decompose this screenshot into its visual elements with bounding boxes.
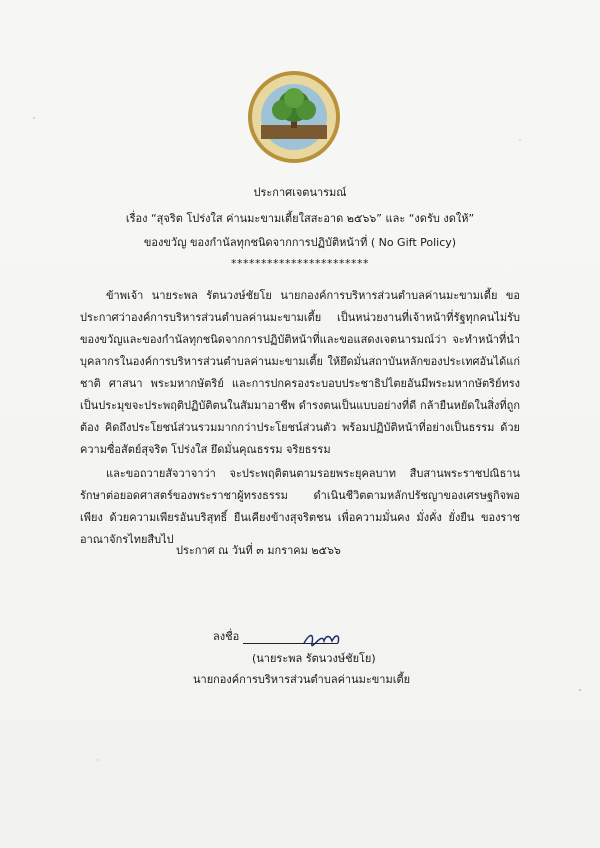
signatory-name: (นายระพล รัตนวงษ์ชัยโย): [252, 652, 376, 665]
signatory-position: นายกองค์การบริหารส่วนตำบลค่านมะขามเตี้ย: [193, 673, 411, 686]
declaration-paragraph-1: ข้าพเจ้า นายระพล รัตนวงษ์ชัยโย นายกองค์การบริหารส่วนตำบลค่านมะขามเตี้ย ขอประกาศว่าองค์การบริหารส่วนตำบลค่านมะขามเตี้ย เป็นหน่วยงานที่เจ้าหน้าที่รัฐทุกคนไม่รับของขวัญและของกำนัลทุกชนิดจากการปฏิบัติหน้าที่และขอแสดงเจตนารมณ์ว่า จะทำหน้าที่นำบุคลากรในองค์การบริหารส่วนตำบลค่านมะขามเตี้ย ให้ยึดมั่นสถาบันหลักของประเทศอันได้แก่ ชาติ ศาสนา พระมหากษัตริย์ และการปกครองระบอบประชาธิปไตยอันมีพระมหากษัตริย์ทรงเป็นประมุขจะประพฤติปฏิบัติตนในสัมมาอาชีพ ดำรงตนเป็นแบบอย่างที่ดี กล้ายืนหยัดในสิ่งที่ถูกต้อง คิดถึงประโยชน์ส่วนรวมมากกว่าประโยชน์ส่วนตัว พร้อมปฏิบัติหน้าที่อย่างเป็นธรรม ด้วยความซื่อสัตย์สุจริต โปร่งใส ยึดมั่นคุณธรรม จริยธรรม: [80, 289, 520, 456]
handwritten-signature: [300, 625, 360, 649]
organization-logo: [247, 70, 341, 164]
document-title: ประกาศเจตนารมณ์: [253, 186, 347, 199]
section-divider: ***********************: [231, 257, 369, 270]
signature-label: ลงชื่อ: [213, 630, 240, 643]
document-subject: เรื่อง “สุจริต โปร่งใส ค่านมะขามเตี้ยใสสะอาด ๒๕๖๖” และ “งดรับ งดให้”: [125, 212, 475, 225]
declaration-paragraph-2: และขอถวายสัจวาจาว่า จะประพฤติตนตามรอยพระยุคลบาท สืบสานพระราชปณิธานรักษาต่อยอดศาสตร์ของพระราชาผู้ทรงธรรม ดำเนินชีวิตตามหลักปรัชญาของเศรษฐกิจพอเพียง ด้วยความเพียรอันบริสุทธิ์ ยืนเคียงข้างสุจริตชน เพื่อความมั่นคง มั่งคั่ง ยั่งยืน ของราชอาณาจักรไทยสืบไป: [80, 467, 520, 546]
declaration-date: ประกาศ ณ วันที่ ๓ มกราคม ๒๕๖๖: [176, 544, 341, 557]
gift-policy-line: ของขวัญ ของกำนัลทุกชนิดจากการปฏิบัติหน้าที่ ( No Gift Policy): [143, 236, 457, 249]
